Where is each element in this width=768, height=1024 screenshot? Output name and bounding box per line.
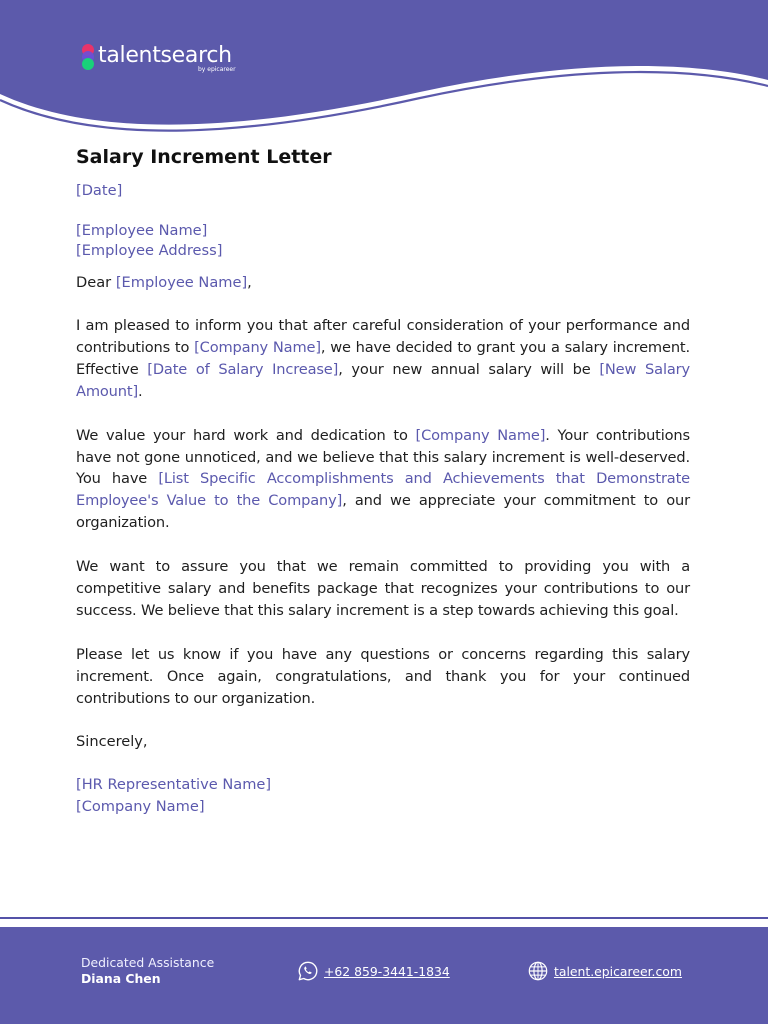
closing: Sincerely, xyxy=(76,732,148,750)
p1-company-placeholder: [Company Name] xyxy=(194,338,321,356)
p1-text-3: , your new annual salary will be xyxy=(338,360,600,378)
p2-text-3: , and we appreciate your commitment to our organization. xyxy=(76,492,690,532)
employee-name: [Employee Name] xyxy=(76,222,208,239)
employee-address: [Employee Address] xyxy=(76,242,223,259)
footer xyxy=(0,927,768,1024)
paragraph-3: We want to assure you that we remain committed to providing you with a competitive salary and benefits package that recognizes your contributions to our success. We believe that this salary increment is a step towards achieving this goal. xyxy=(76,558,690,619)
p1-text-1: I am pleased to inform you that after careful consideration of your performance and contributions to xyxy=(76,317,690,356)
phone-contact xyxy=(297,960,450,982)
paragraph-1 xyxy=(76,315,690,403)
phone-link[interactable]: +62 859-3441-1834 xyxy=(324,963,450,979)
signature-company-name: [Company Name] xyxy=(76,797,205,815)
p1-text-2: , we have decided to grant you a salary increment. Effective xyxy=(76,338,690,378)
letter-body xyxy=(76,145,690,818)
p1-amount-placeholder: [New Salary Amount] xyxy=(76,360,690,400)
assistance-block xyxy=(81,955,214,987)
hr-representative-name: [HR Representative Name] xyxy=(76,775,272,793)
p2-company-placeholder: [Company Name] xyxy=(415,426,546,444)
p1-date-placeholder: [Date of Salary Increase] xyxy=(147,360,339,378)
p2-accomplishments-placeholder: [List Specific Accomplishments and Achievements that Demonstrate Employee's Value to the Company] xyxy=(76,470,690,510)
globe-icon xyxy=(527,960,549,982)
salutation-prefix: Dear xyxy=(76,274,116,291)
brand-logo[interactable] xyxy=(80,43,236,73)
salutation-name: [Employee Name] xyxy=(115,274,248,291)
header-wave xyxy=(0,0,768,140)
p1-text-4: . xyxy=(138,382,143,400)
talentsearch-logo-icon xyxy=(80,43,96,71)
salutation-suffix: , xyxy=(247,274,252,291)
letter-date: [Date] xyxy=(76,182,123,199)
website-contact xyxy=(527,960,682,982)
brand-sub: by epicareer xyxy=(198,66,236,73)
letter-title: Salary Increment Letter xyxy=(76,146,332,168)
website-link[interactable]: talent.epicareer.com xyxy=(554,963,682,979)
p2-text-1: We value your hard work and dedication to xyxy=(76,426,416,444)
paragraph-4: Please let us know if you have any questions or concerns regarding this salary increment. Once again, congratulations, and thank you for your continued contributions to our organization. xyxy=(76,645,690,707)
assistance-name: Diana Chen xyxy=(81,971,161,986)
whatsapp-icon xyxy=(297,960,319,982)
assistance-label: Dedicated Assistance xyxy=(81,955,215,970)
salutation xyxy=(76,273,690,293)
brand-name: talentsearch xyxy=(98,43,232,68)
paragraph-2 xyxy=(76,425,690,535)
p2-text-2: . Your contributions have not gone unnoticed, and we believe that this salary increment is well-deserved. You have xyxy=(76,426,690,488)
footer-divider xyxy=(0,917,768,919)
